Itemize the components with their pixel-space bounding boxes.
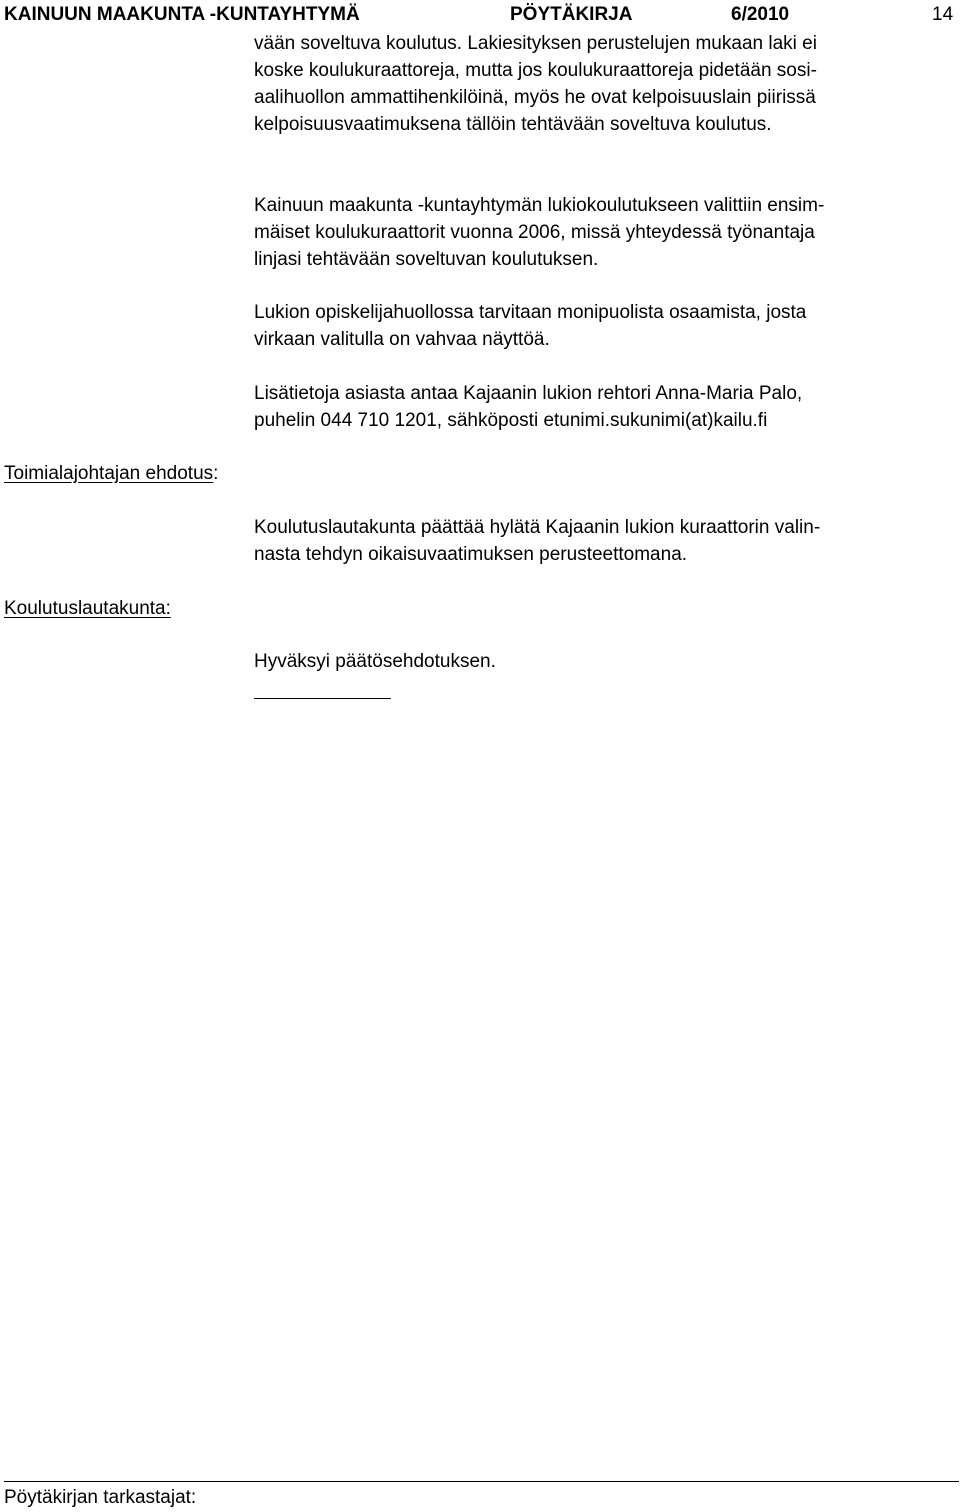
proposal-label [4,460,218,487]
text-line: Koulutuslautakunta päättää hylätä Kajaanin lukion kuraattorin valin- [254,517,821,538]
paragraph-contact-info [254,380,954,434]
page-number: 14 [932,4,954,25]
text-line: kelpoisuusvaatimuksena tällöin tehtävään soveltuva koulutus. [254,114,772,135]
text-line: virkaan valitulla on vahvaa näyttöä. [254,329,550,350]
paragraph-history [254,192,954,273]
paragraph-competence [254,299,954,353]
text-line: Lisätietoja asiasta antaa Kajaanin lukion rehtori Anna-Maria Palo, [254,383,803,404]
document-header [0,0,960,30]
text-line: linjasi tehtävään soveltuvan koulutuksen. [254,249,599,270]
document-type: PÖYTÄKIRJA [510,4,633,25]
text-line: Lukion opiskelijahuollossa tarvitaan monipuolista osaamista, josta [254,302,807,323]
paragraph-proposal [254,514,954,568]
paragraph-legislation [254,30,954,138]
text-line: nasta tehdyn oikaisuvaatimuksen perusteettomana. [254,544,688,565]
decision-underline [254,698,391,699]
board-label-text: Koulutuslautakunta: [4,598,171,619]
document-number: 6/2010 [731,4,790,25]
reviewers-label: Pöytäkirjan tarkastajat: [4,1487,197,1508]
text-line: koske koulukuraattoreja, mutta jos koulukuraattoreja pidetään sosi- [254,60,817,81]
board-label [4,595,171,622]
text-line: aalihuollon ammattihenkilöinä, myös he ovat kelpoisuuslain piirissä [254,87,816,108]
text-line: mäiset koulukuraattorit vuonna 2006, missä yhteydessä työnantaja [254,222,815,243]
organization-name: KAINUUN MAAKUNTA -KUNTAYHTYMÄ [4,4,360,25]
proposal-label-colon: : [213,463,219,484]
text-line: Kainuun maakunta -kuntayhtymän lukiokoulutukseen valittiin ensim- [254,195,825,216]
text-line: Hyväksyi päätösehdotuksen. [254,651,496,672]
text-line: vään soveltuva koulutus. Lakiesityksen perustelujen mukaan laki ei [254,33,817,54]
proposal-label-text: Toimialajohtajan ehdotus [4,463,214,484]
text-line: puhelin 044 710 1201, sähköposti etunimi.sukunimi(at)kailu.fi [254,410,768,431]
footer-divider [4,1481,959,1482]
paragraph-decision [254,648,954,675]
